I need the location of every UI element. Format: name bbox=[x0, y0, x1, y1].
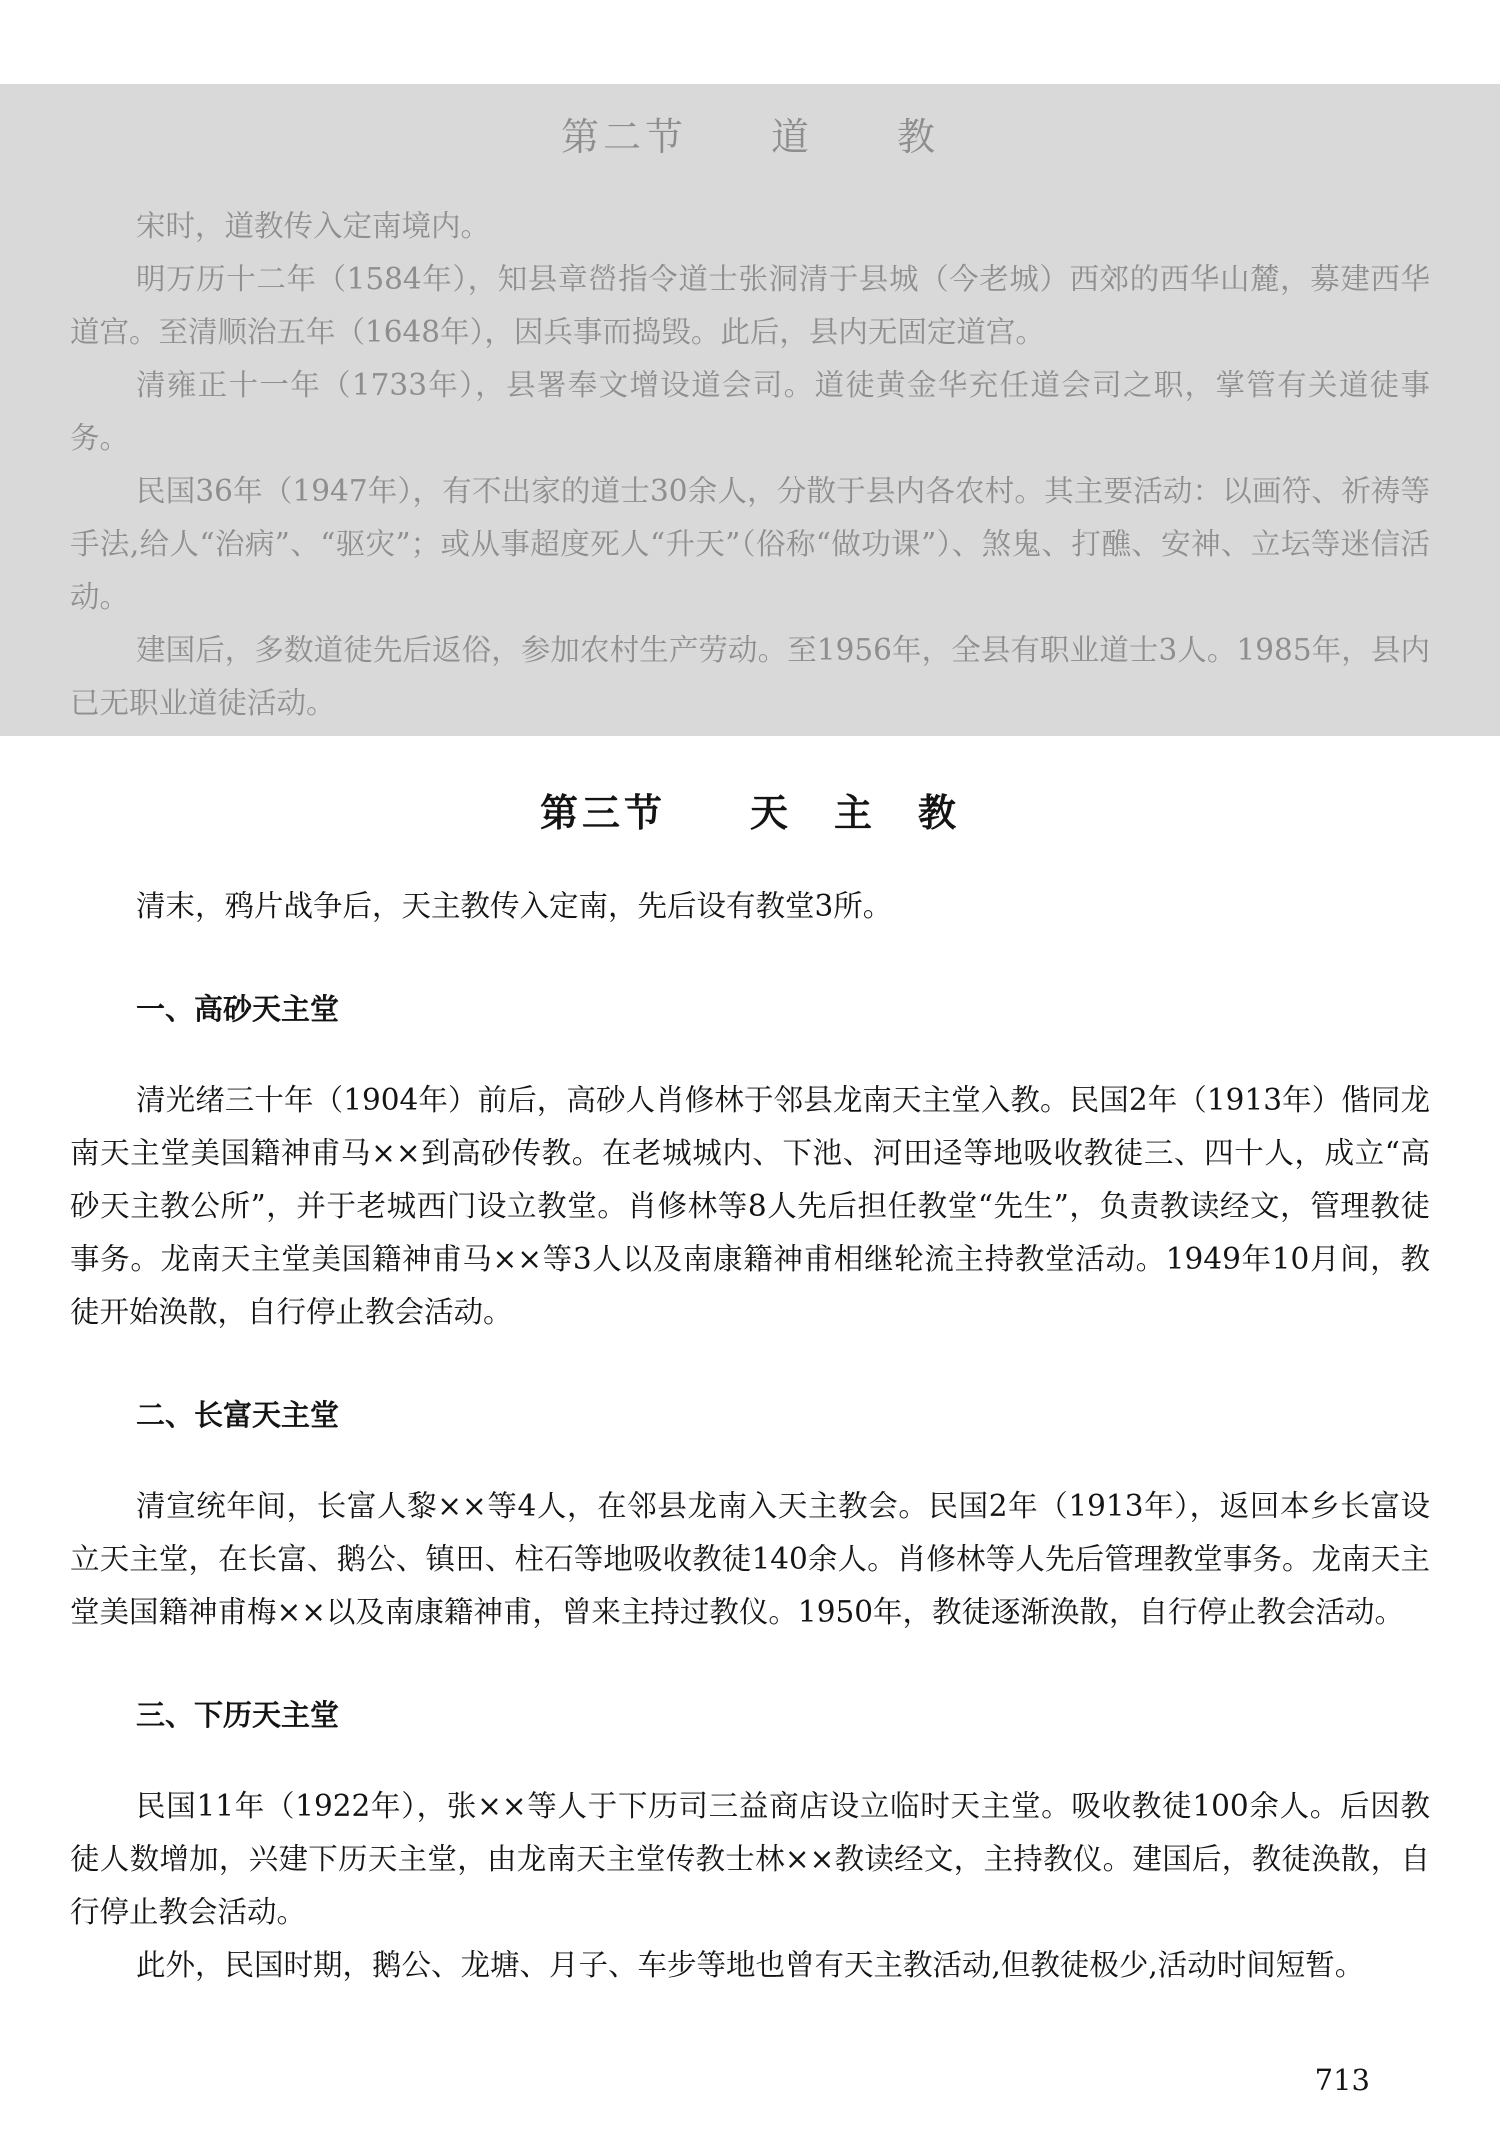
catholicism-body bbox=[70, 880, 1430, 1992]
daoism-paragraph: 建国后，多数道徒先后返俗，参加农村生产劳动。至1956年，全县有职业道士3人。1985年，县内已无职业道徒活动。 bbox=[70, 633, 1430, 720]
subsection-heading-xiali: 三、下历天主堂 bbox=[136, 1698, 340, 1732]
daoism-paragraph: 明万历十二年（1584年），知县章嵤指令道士张洞清于县城（今老城）西郊的西华山麓，募建西华道宫。至清顺治五年（1648年），因兵事而捣毁。此后，县内无固定道宫。 bbox=[70, 262, 1430, 349]
body-paragraph: 此外，民国时期，鹅公、龙塘、月子、车步等地也曾有天主教活动,但教徒极少,活动时间短暂。 bbox=[136, 1948, 1365, 1982]
section-title-catholicism: 第三节 天 主 教 bbox=[539, 790, 960, 835]
body-paragraph: 清宣统年间，长富人黎××等4人，在邻县龙南入天主教会。民国2年（1913年），返回本乡长富设立天主堂，在长富、鹅公、镇田、柱石等地吸收教徒140余人。肖修林等人先后管理教堂事务。龙南天主堂美国籍神甫梅××以及南康籍神甫，曾来主持过教仪。1950年，教徒逐渐涣散，自行停止教会活动。 bbox=[70, 1489, 1430, 1629]
daoism-paragraph: 民国36年（1947年），有不出家的道士30余人，分散于县内各农村。其主要活动：以画符、祈祷等手法,给人“治病”、“驱灾”；或从事超度死人“升天”（俗称“做功课”）、煞鬼、打醮、安神、立坛等迷信活动。 bbox=[70, 474, 1430, 614]
daoism-paragraph: 宋时，道教传入定南境内。 bbox=[136, 209, 491, 243]
intro-paragraph: 清末，鸦片战争后，天主教传入定南，先后设有教堂3所。 bbox=[136, 889, 893, 923]
page-number: 713 bbox=[1314, 2063, 1370, 2097]
daoism-body bbox=[70, 200, 1430, 730]
daoism-paragraph: 清雍正十一年（1733年），县署奉文增设道会司。道徒黄金华充任道会司之职，掌管有关道徒事务。 bbox=[70, 368, 1430, 455]
previous-section-highlight bbox=[0, 84, 1500, 736]
subsection-heading-gaosha: 一、高砂天主堂 bbox=[136, 992, 340, 1026]
body-paragraph: 清光绪三十年（1904年）前后，高砂人肖修林于邻县龙南天主堂入教。民国2年（1913年）偕同龙南天主堂美国籍神甫马××到高砂传教。在老城城内、下池、河田迳等地吸收教徒三、四十人，成立“高砂天主教公所”，并于老城西门设立教堂。肖修林等8人先后担任教堂“先生”，负责教读经文，管理教徒事务。龙南天主堂美国籍神甫马××等3人以及南康籍神甫相继轮流主持教堂活动。1949年10月间，教徒开始涣散，自行停止教会活动。 bbox=[70, 1083, 1430, 1329]
body-paragraph: 民国11年（1922年），张××等人于下历司三益商店设立临时天主堂。吸收教徒100余人。后因教徒人数增加，兴建下历天主堂，由龙南天主堂传教士林××教读经文，主持教仪。建国后，教徒涣散，自行停止教会活动。 bbox=[70, 1789, 1430, 1929]
subsection-heading-changfu: 二、长富天主堂 bbox=[136, 1398, 340, 1432]
section-title-daoism: 第二节 道 教 bbox=[560, 115, 939, 159]
